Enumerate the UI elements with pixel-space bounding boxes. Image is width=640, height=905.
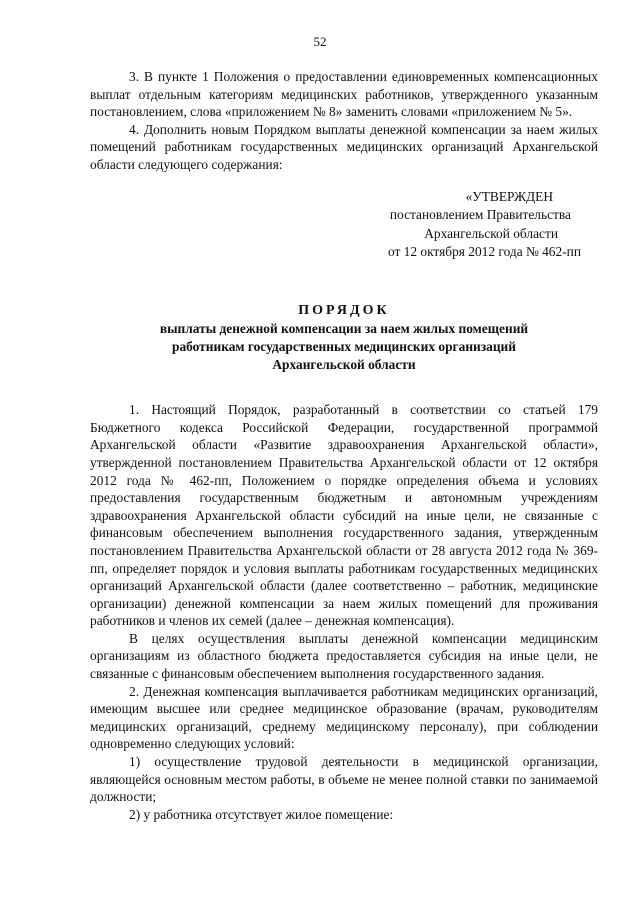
paragraph-4: 4. Дополнить новым Порядком выплаты денежной компенсации за наем жилых помещений работникам государственных медицинских организаций Архангельской области следующего содержания:: [90, 121, 598, 172]
page-number: 52: [313, 34, 327, 49]
approval-stamp: [90, 188, 581, 262]
body-paragraph-4: 1) осуществление трудовой деятельности в медицинской организации, являющейся основным местом работы, в объеме не менее полной ставки по занимаемой должности;: [90, 754, 598, 805]
approval-line-2: постановлением Правительства: [389, 207, 571, 223]
document-title: [90, 302, 598, 375]
body-paragraph-3: 2. Денежная компенсация выплачивается работникам медицинских организаций, имеющим высшее или среднее медицинское образование (врачам, руководителям медицинских организаций, среднему медицинскому персоналу), при соблюдении одновременно следующих условий:: [90, 683, 598, 752]
subtitle-line-1: выплаты денежной компенсации за наем жилых помещений: [159, 321, 529, 337]
paragraph-3: 3. В пункте 1 Положения о предоставлении единовременных компенсационных выплат отдельным категориям медицинских работников, утвержденного указанным постановлением, слова «приложением № 8» заменить словами «приложением № 5».: [90, 69, 598, 120]
subtitle-line-3: Архангельской области: [272, 357, 416, 373]
title-word: ПОРЯДОК: [298, 302, 390, 318]
document-body: [90, 68, 598, 823]
order-text: [90, 401, 598, 823]
body-paragraph-2: В целях осуществления выплаты денежной компенсации медицинским организациям из областного бюджета предоставляется субсидия на иные цели, не связанные с финансовым обеспечением выполнения государственного задания.: [90, 630, 598, 682]
approval-line-4: от 12 октября 2012 года № 462-пп: [387, 244, 581, 260]
approval-line-3: Архангельской области: [424, 225, 558, 241]
body-paragraph-5: 2) у работника отсутствует жилое помещение:: [129, 806, 394, 822]
body-paragraph-1: 1. Настоящий Порядок, разработанный в соответствии со статьей 179 Бюджетного кодекса Российской Федерации, государственной программой Архангельской области «Развитие здравоохранения Архангельской области», утвержденной постановлением Правительства Архангельской области от 12 октября 2012 года № 462-пп, Положением о порядке определения объема и условиях предоставления государственным бюджетным и автономным учреждениям здравоохранения Архангельской области субсидий на иные цели, не связанные с финансовым обеспечением выполнения государственного задания, утвержденным постановлением Правительства Архангельской области от 28 августа 2012 года № 369-пп, определяет порядок и условия выплаты работникам государственных медицинских организаций Архангельской области (далее соответственно – работник, медицинские организации) денежной компенсации за наем жилых помещений для проживания работников и членов их семей (далее – денежная компенсация).: [90, 402, 598, 629]
subtitle-line-2: работникам государственных медицинских организаций: [172, 339, 516, 355]
approval-heading: «УТВЕРЖДЕН: [465, 188, 553, 204]
